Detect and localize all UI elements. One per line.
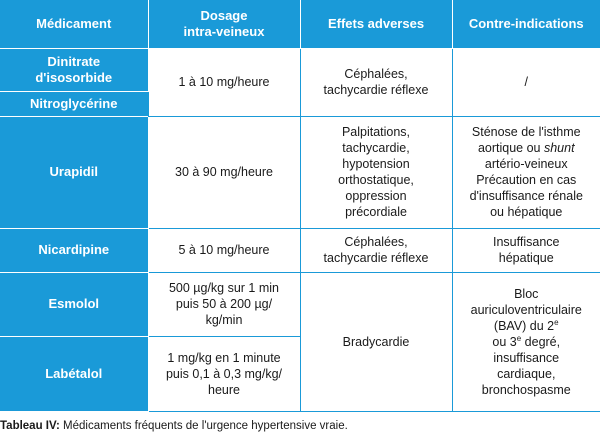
nicardipine-contre: [452, 228, 600, 272]
urapidil-effets-line: orthostatique,: [338, 173, 414, 187]
table-row: [0, 48, 600, 91]
urapidil-effets-line: tachycardie,: [342, 141, 410, 155]
degree-sup: e: [516, 333, 522, 343]
esmolol-dosage-line: 500 µg/kg sur 1 min: [168, 281, 280, 295]
labetalol-dosage-line: heure: [208, 382, 240, 397]
esmolol-dosage: [148, 272, 300, 336]
nitrates-effets-line2: tachycardie réflexe: [323, 83, 429, 97]
urapidil-contre-line4: Précaution en cas: [476, 173, 577, 187]
urapidil-contre-shunt: shunt: [543, 141, 575, 155]
betablockers-contre-line6: cardiaque,: [497, 366, 556, 381]
header-medicament: Médicament: [0, 0, 148, 48]
urapidil-contre-line5: d'insuffisance rénale: [469, 189, 583, 203]
nicardipine-effets-line1: Céphalées,: [344, 235, 408, 249]
nicardipine-effets-line2: tachycardie réflexe: [323, 251, 429, 265]
header-dosage-line2: intra-veineux: [183, 23, 265, 39]
degree-pre: ou 3: [492, 334, 517, 349]
esmolol-dosage-line: kg/min: [205, 313, 243, 327]
table-row: [0, 272, 600, 336]
table-row: [0, 228, 600, 272]
nicardipine-effets: [300, 228, 452, 272]
bav-text: (BAV) du 2: [493, 318, 555, 333]
esmolol-dosage-line: puis 50 à 200 µg/: [175, 297, 273, 311]
labetalol-dosage-line: 1 mg/kg en 1 minute: [167, 350, 281, 365]
drug-nicardipine: Nicardipine: [0, 228, 148, 272]
drug-dinitrate-line1: Dinitrate: [47, 53, 101, 69]
drug-nitroglycerine: Nitroglycérine: [0, 91, 148, 116]
labetalol-dosage-line: puis 0,1 à 0,3 mg/kg/: [165, 366, 283, 381]
drug-urapidil: Urapidil: [0, 116, 148, 228]
caption-label: Tableau IV:: [0, 420, 60, 432]
drug-dinitrate-line2: d'isosorbide: [35, 69, 113, 85]
nitrates-effets: [300, 48, 452, 116]
urapidil-effets-line: Palpitations,: [341, 125, 411, 139]
drug-dinitrate: [0, 48, 148, 91]
nitrates-dosage: 1 à 10 mg/heure: [148, 48, 300, 116]
betablockers-effets: Bradycardie: [300, 272, 452, 411]
urapidil-effets-line: précordiale: [345, 205, 407, 219]
nicardipine-contre-line1: Insuffisance: [493, 235, 560, 249]
betablockers-contre: [452, 272, 600, 411]
header-effets: Effets adverses: [300, 0, 452, 48]
urapidil-dosage: 30 à 90 mg/heure: [148, 116, 300, 228]
degree-post: degré,: [521, 334, 561, 349]
caption-text: Médicaments fréquents de l'urgence hypertensive vraie.: [59, 420, 348, 432]
betablockers-contre-line1: Bloc: [514, 286, 539, 301]
header-row: [0, 0, 600, 48]
drug-esmolol: Esmolol: [0, 272, 148, 336]
header-dosage: [148, 0, 300, 48]
nitrates-contre: /: [452, 48, 600, 116]
table-caption: [0, 420, 348, 432]
nitrates-effets-line1: Céphalées,: [344, 67, 408, 81]
betablockers-contre-line2: auriculoventriculaire: [470, 302, 582, 317]
betablockers-contre-line3: [457, 318, 597, 334]
betablockers-contre-line5: insuffisance: [493, 350, 560, 365]
nicardipine-dosage: 5 à 10 mg/heure: [148, 228, 300, 272]
header-contre: Contre-indications: [452, 0, 600, 48]
urapidil-effets: [300, 116, 452, 228]
urapidil-contre-line2-pre: aortique ou: [477, 141, 544, 155]
urapidil-effets-line: oppression: [345, 189, 407, 203]
table-row: [0, 116, 600, 228]
urapidil-contre: [452, 116, 600, 228]
urapidil-contre-line2: [457, 140, 597, 156]
urapidil-contre-line1: Sténose de l'isthme: [471, 125, 581, 139]
urapidil-effets-line: hypotension: [342, 157, 410, 171]
header-dosage-line1: Dosage: [200, 7, 248, 23]
betablockers-contre-line4: [457, 334, 597, 350]
urapidil-contre-line3: artério-veineux: [484, 157, 568, 171]
drug-labetalol: Labétalol: [0, 336, 148, 411]
nicardipine-contre-line2: hépatique: [498, 251, 554, 265]
bav-sup: e: [554, 317, 559, 327]
betablockers-contre-line7: bronchospasme: [481, 382, 571, 397]
labetalol-dosage: [148, 336, 300, 411]
urapidil-contre-line6: ou hépatique: [490, 205, 563, 219]
